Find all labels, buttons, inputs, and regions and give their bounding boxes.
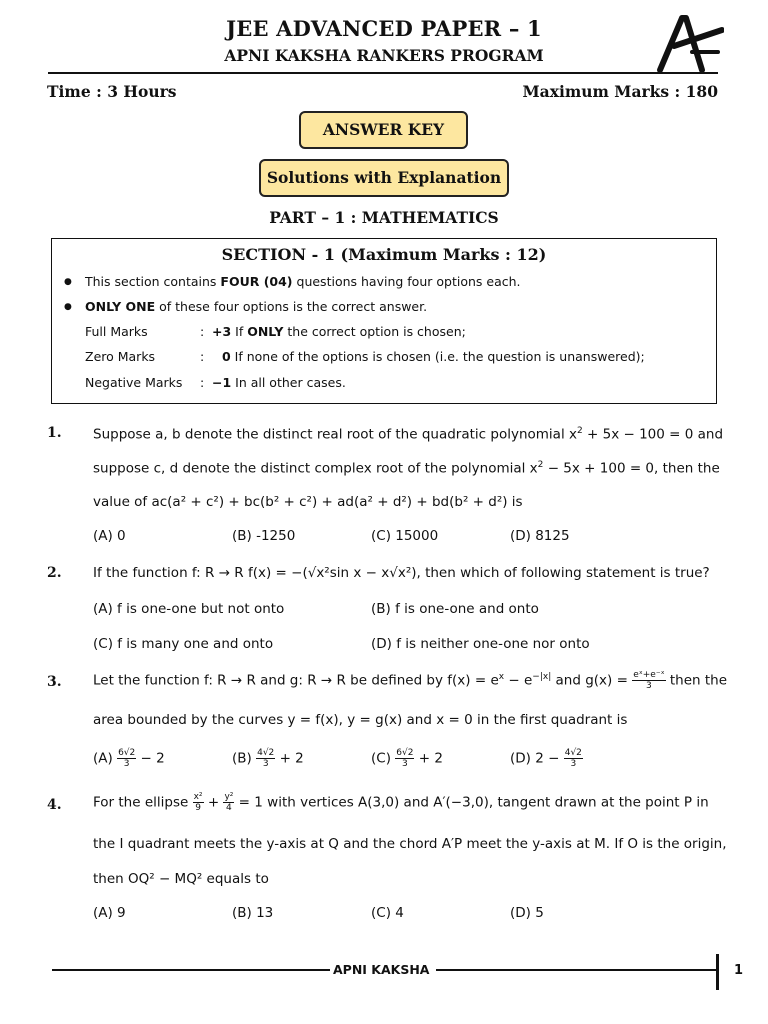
option-b[interactable]: (B) f is one-one and onto bbox=[371, 601, 539, 617]
option-a[interactable]: (A) 9 bbox=[93, 905, 126, 921]
question-1-line-3: value of ac(a² + c²) + bc(b² + c²) + ad(a² + d²) + bd(b² + d²) is bbox=[93, 494, 523, 510]
page-subtitle: APNI KAKSHA RANKERS PROGRAM bbox=[224, 46, 544, 65]
option-c[interactable]: (C) 4 bbox=[371, 905, 404, 921]
answer-key-button[interactable]: ANSWER KEY bbox=[299, 111, 468, 149]
section-line-1: This section contains FOUR (04) questions having four options each. bbox=[85, 274, 521, 289]
zero-marks-text: 0 If none of the options is chosen (i.e. the question is unanswered); bbox=[222, 349, 645, 364]
apni-kaksha-logo-icon bbox=[652, 12, 724, 74]
negative-marks-label: Negative Marks bbox=[85, 375, 183, 390]
negative-marks-text: −1 In all other cases. bbox=[212, 375, 346, 390]
question-number: 4. bbox=[47, 797, 62, 813]
question-1-line-1: Suppose a, b denote the distinct real root of the quadratic polynomial $x^2 + 5x - 100 = 0$ and bbox=[93, 426, 724, 443]
full-marks-label: Full Marks bbox=[85, 324, 148, 339]
option-c[interactable]: (C) f is many one and onto bbox=[93, 636, 274, 652]
full-marks-text: +3 If ONLY the correct option is chosen; bbox=[212, 324, 466, 339]
exam-duration: Time : 3 Hours bbox=[47, 82, 177, 101]
option-c[interactable]: (C) $\frac{6√2}{3}$ + 2 bbox=[371, 748, 443, 769]
question-4-line-3: then OQ² − MQ² equals to bbox=[93, 871, 269, 887]
page-number: 1 bbox=[734, 963, 744, 978]
header-divider bbox=[48, 72, 718, 74]
option-c[interactable]: (C) 15000 bbox=[371, 528, 439, 544]
option-d[interactable]: (D) 5 bbox=[510, 905, 544, 921]
footer-brand: APNI KAKSHA bbox=[333, 962, 430, 977]
section-line-2: ONLY ONE of these four options is the correct answer. bbox=[85, 299, 428, 314]
page-title: JEE ADVANCED PAPER – 1 bbox=[226, 16, 542, 41]
footer-divider bbox=[436, 969, 718, 971]
question-3-line-2: area bounded by the curves y = f(x), y = g(x) and x = 0 in the first quadrant is bbox=[93, 712, 628, 728]
question-3-line-1: Let the function f: R → R and g: R → R be defined by $f(x) = e^x - e^{-|x|}$ and g(x) = $\frac{\text{eˣ+e⁻ˣ}}{3}$ then the bbox=[93, 670, 728, 691]
section-instructions-box bbox=[51, 238, 717, 404]
option-d[interactable]: (D) 2 − $\frac{4√2}{3}$ bbox=[510, 748, 582, 769]
option-b[interactable]: (B) 13 bbox=[232, 905, 274, 921]
option-a[interactable]: (A) $\frac{6√2}{3}$ − 2 bbox=[93, 748, 165, 769]
bullet-icon: ● bbox=[64, 302, 72, 312]
exam-max-marks: Maximum Marks : 180 bbox=[522, 82, 718, 101]
question-2-text: If the function f: R → R f(x) = −(√x²sin x − x√x²), then which of following statement is true? bbox=[93, 565, 710, 581]
option-a[interactable]: (A) 0 bbox=[93, 528, 126, 544]
option-b[interactable]: (B) $\frac{4√2}{3}$ + 2 bbox=[232, 748, 304, 769]
question-4-line-2: the I quadrant meets the y-axis at Q and the chord A′P meet the y-axis at M. If O is the origin, bbox=[93, 836, 727, 852]
footer-divider bbox=[52, 969, 330, 971]
question-number: 2. bbox=[47, 565, 62, 581]
solutions-button[interactable]: Solutions with Explanation bbox=[259, 159, 509, 197]
question-number: 1. bbox=[47, 425, 62, 441]
question-4-line-1: For the ellipse $\frac{\text{x²}}{9}$ + $\frac{\text{y²}}{4}$ = 1 with vertices A(3,0) and A′(−3,0), tangent drawn at the point P in bbox=[93, 792, 709, 813]
option-d[interactable]: (D) f is neither one-one nor onto bbox=[371, 636, 590, 652]
colon: : bbox=[200, 375, 205, 390]
colon: : bbox=[200, 324, 205, 339]
colon: : bbox=[200, 349, 205, 364]
bullet-icon: ● bbox=[64, 277, 72, 287]
section-title: SECTION - 1 (Maximum Marks : 12) bbox=[221, 245, 547, 264]
part-title: PART – 1 : MATHEMATICS bbox=[269, 208, 499, 227]
option-a[interactable]: (A) f is one-one but not onto bbox=[93, 601, 285, 617]
footer-page-separator bbox=[716, 954, 719, 990]
option-b[interactable]: (B) -1250 bbox=[232, 528, 296, 544]
option-d[interactable]: (D) 8125 bbox=[510, 528, 570, 544]
question-1-line-2: suppose c, d denote the distinct complex root of the polynomial $x^2 - 5x + 100 = 0$, then the bbox=[93, 460, 720, 477]
question-number: 3. bbox=[47, 674, 62, 690]
zero-marks-label: Zero Marks bbox=[85, 349, 156, 364]
